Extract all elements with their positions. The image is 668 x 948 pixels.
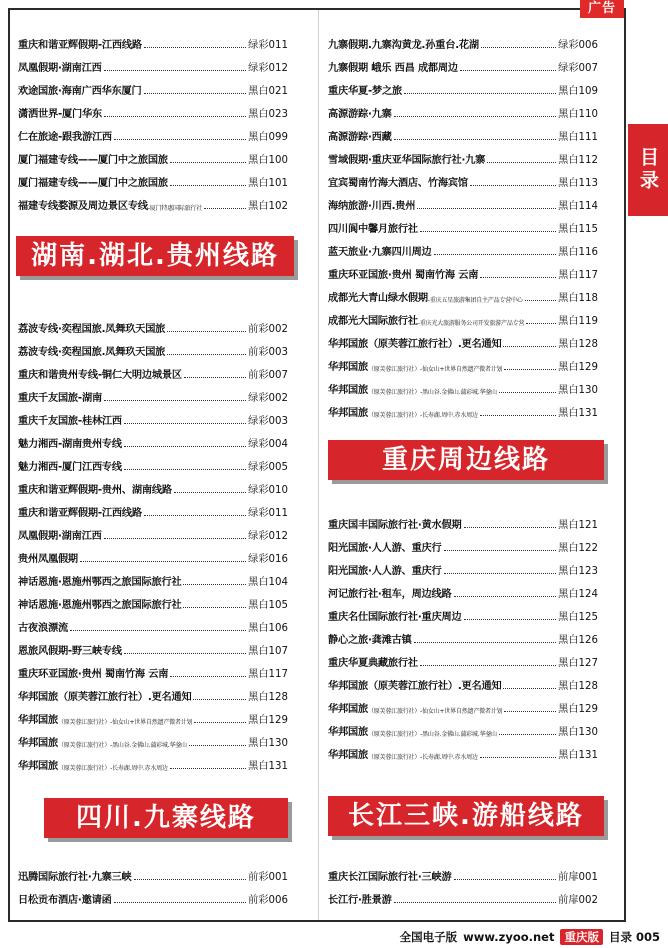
toc-entry-title: 华邦国旅	[328, 362, 368, 373]
toc-entry[interactable]	[18, 565, 288, 588]
page-code: 黑白115	[558, 224, 598, 235]
toc-entry-title: 九寨假期 峨乐 西昌 成都周边	[328, 63, 458, 74]
page-code: 黑白114	[558, 201, 598, 212]
toc-entry[interactable]	[18, 473, 288, 496]
dot-leader	[189, 745, 246, 746]
ad-badge: 广告	[580, 0, 624, 18]
page-code: 黑白124	[558, 589, 598, 600]
page-code: 绿彩011	[248, 508, 288, 519]
toc-entry[interactable]	[18, 51, 288, 74]
toc-entry-title: 迅腾国际旅行社·九寨三峡	[18, 872, 132, 883]
dot-leader	[144, 515, 246, 516]
dot-leader	[480, 277, 556, 278]
dot-leader	[114, 139, 246, 140]
toc-entry-title: 魅力湘西-厦门江西专线	[18, 462, 122, 473]
dot-leader	[114, 902, 247, 903]
toc-entry-title: 重庆和谐亚辉假期-江西线路	[18, 508, 142, 519]
dot-leader	[503, 688, 556, 689]
dot-leader	[480, 415, 556, 416]
dot-leader	[464, 527, 557, 528]
toc-entry[interactable]	[18, 450, 288, 473]
toc-entry[interactable]	[18, 335, 288, 358]
toc-entry[interactable]	[18, 542, 288, 565]
left-bottom-list	[18, 860, 288, 906]
page-code: 黑白128	[248, 692, 288, 703]
dot-leader	[404, 93, 556, 94]
dot-leader	[183, 607, 246, 608]
toc-entry-title: 华邦国旅	[18, 715, 58, 726]
page-code: 前扉002	[558, 895, 598, 906]
dot-leader	[170, 676, 246, 677]
toc-entry-title: 华邦国旅	[18, 761, 58, 772]
dot-leader	[464, 619, 557, 620]
page-code: 黑白105	[248, 600, 288, 611]
toc-entry-subtitle: （原芙蓉江旅行社）-黑山谷.金佛山.蒲彩城.华蓥山	[57, 742, 187, 749]
dot-leader	[487, 162, 556, 163]
banner-changjiang: 长江三峡.游船线路	[328, 796, 604, 836]
toc-entry[interactable]	[328, 396, 598, 419]
toc-entry[interactable]	[328, 327, 598, 350]
column-divider	[318, 10, 319, 920]
toc-entry[interactable]	[328, 577, 598, 600]
toc-entry[interactable]	[328, 554, 598, 577]
toc-entry-title: 九寨假期.九寨沟黄龙.孙重台.花湖	[328, 40, 479, 51]
toc-entry-title: 欢途国旅·海南广西华东厦门	[18, 86, 142, 97]
toc-entry[interactable]	[18, 519, 288, 542]
dot-leader	[504, 711, 556, 712]
dot-leader	[420, 665, 556, 666]
toc-entry[interactable]	[328, 143, 598, 166]
dot-leader	[124, 653, 246, 654]
toc-entry[interactable]	[18, 703, 288, 726]
toc-entry[interactable]	[328, 738, 598, 761]
dot-leader	[504, 369, 556, 370]
toc-entry[interactable]	[328, 715, 598, 738]
page-code: 黑白119	[558, 316, 598, 327]
page-code: 黑白101	[248, 178, 288, 189]
toc-entry[interactable]	[18, 588, 288, 611]
page-code: 黑白122	[558, 543, 598, 554]
toc-entry-subtitle: -厦门特惠国际旅行社	[147, 205, 203, 212]
dot-leader	[417, 208, 556, 209]
page-code: 黑白129	[558, 704, 598, 715]
toc-entry[interactable]	[328, 883, 598, 906]
dot-leader	[144, 47, 246, 48]
toc-entry[interactable]	[328, 74, 598, 97]
page-code: 黑白023	[248, 109, 288, 120]
toc-entry[interactable]	[328, 51, 598, 74]
toc-entry[interactable]	[328, 646, 598, 669]
toc-entry-title: 重庆长江国际旅行社·三峡游	[328, 872, 452, 883]
toc-entry-title: 荔波专线·奕程国旅.凤舞玖天国旅	[18, 347, 166, 358]
toc-entry-title: 华邦国旅（原芙蓉江旅行社）.更名通知	[18, 692, 192, 703]
toc-entry-title: 神话恩施·恩施州鄂西之旅国际旅行社	[18, 600, 182, 611]
toc-entry[interactable]	[328, 189, 598, 212]
footer-edition: 全国电子版	[399, 930, 458, 944]
dot-leader	[420, 231, 556, 232]
toc-entry[interactable]	[18, 312, 288, 335]
toc-entry-title: 重庆和谐贵州专线-铜仁大明边城景区	[18, 370, 182, 381]
dot-leader	[124, 469, 246, 470]
page-code: 绿彩016	[248, 554, 288, 565]
toc-entry-subtitle: （原芙蓉江旅行社）-仙女山+世界自然遗产微者计划	[367, 708, 503, 715]
page-code: 黑白127	[558, 658, 598, 669]
toc-entry-title: 重庆名仕国际旅行社·重庆周边	[328, 612, 462, 623]
dot-leader	[460, 70, 556, 71]
page-code: 黑白129	[558, 362, 598, 373]
toc-entry-title: 河记旅行社·租车，周边线路	[328, 589, 452, 600]
dot-leader	[503, 346, 556, 347]
toc-entry-title: 重庆和谐亚辉假期-江西线路	[18, 40, 142, 51]
toc-entry-title: 华邦国旅	[328, 750, 368, 761]
dot-leader	[454, 879, 557, 880]
page-code: 黑白117	[248, 669, 288, 680]
toc-entry[interactable]	[18, 358, 288, 381]
footer-region: 重庆版	[560, 929, 603, 945]
page-code: 黑白113	[558, 178, 598, 189]
toc-entry-title: 重庆华夏-梦之旅	[328, 86, 402, 97]
footer-url[interactable]: www.zyoo.net	[463, 930, 555, 944]
page-code: 黑白130	[558, 727, 598, 738]
dot-leader	[414, 642, 557, 643]
toc-entry-title: 蓝天旅业·九寨四川周边	[328, 247, 432, 258]
toc-entry[interactable]	[328, 508, 598, 531]
toc-entry-subtitle: （原芙蓉江旅行社）-长寿湖.周中.赤水周边	[57, 765, 168, 772]
page-code: 黑白128	[558, 681, 598, 692]
page-code: 黑白109	[558, 86, 598, 97]
right-mid-list	[328, 508, 598, 761]
dot-leader	[104, 538, 247, 539]
dot-leader	[481, 47, 556, 48]
dot-leader	[193, 699, 246, 700]
toc-entry[interactable]	[328, 350, 598, 373]
toc-entry-title: 华邦国旅	[328, 408, 368, 419]
left-mid-list	[18, 312, 288, 772]
page-code: 绿彩011	[248, 40, 288, 51]
toc-entry-subtitle: （原芙蓉江旅行社）-仙女山+世界自然遗产微者计划	[57, 719, 193, 726]
page-code: 黑白106	[248, 623, 288, 634]
page-code: 绿彩010	[248, 485, 288, 496]
dot-leader	[124, 446, 246, 447]
toc-entry-title: 福建专线婺源及周边景区专线	[18, 201, 148, 212]
toc-entry[interactable]	[18, 404, 288, 427]
toc-entry-title: 恩旅风假期-野三峡专线	[18, 646, 122, 657]
dot-leader	[480, 757, 556, 758]
page-code: 绿彩012	[248, 531, 288, 542]
toc-entry[interactable]	[328, 669, 598, 692]
page-code: 黑白131	[558, 408, 598, 419]
toc-entry-title: 成都光大青山绿水假期	[328, 293, 428, 304]
toc-entry-title: 华邦国旅	[328, 385, 368, 396]
toc-entry[interactable]	[18, 381, 288, 404]
toc-entry-title: 凤凰假期·湖南江西	[18, 63, 102, 74]
toc-entry-title: 重庆国丰国际旅行社·黄水假期	[328, 520, 462, 531]
toc-entry-title: 华邦国旅	[18, 738, 58, 749]
toc-entry[interactable]	[328, 373, 598, 396]
toc-entry[interactable]	[328, 692, 598, 715]
toc-entry-title: 阳光国旅·人人游、重庆行	[328, 566, 442, 577]
dot-leader	[184, 377, 246, 378]
toc-entry-subtitle: （原芙蓉江旅行社）-仙女山+世界自然遗产微者计划	[367, 366, 503, 373]
toc-entry[interactable]	[18, 74, 288, 97]
page-code: 黑白126	[558, 635, 598, 646]
toc-entry[interactable]	[18, 120, 288, 143]
page-code: 绿彩003	[248, 416, 288, 427]
dot-leader	[134, 879, 247, 880]
dot-leader	[104, 400, 246, 401]
dot-leader	[394, 116, 557, 117]
toc-entry[interactable]	[18, 749, 288, 772]
page-code: 绿彩012	[248, 63, 288, 74]
dot-leader	[470, 185, 556, 186]
page-code: 黑白112	[558, 155, 598, 166]
toc-entry-title: 长江行·胜景游	[328, 895, 392, 906]
toc-entry-title: 华邦国旅（原芙蓉江旅行社）.更名通知	[328, 681, 502, 692]
banner-hunan: 湖南.湖北.贵州线路	[16, 236, 294, 276]
page-code: 黑白130	[248, 738, 288, 749]
page-code: 前彩001	[248, 872, 288, 883]
page-code: 绿彩007	[558, 63, 598, 74]
toc-entry[interactable]	[18, 611, 288, 634]
toc-entry[interactable]	[18, 28, 288, 51]
page-code: 绿彩005	[248, 462, 288, 473]
page-code: 前彩007	[248, 370, 288, 381]
dot-leader	[204, 208, 246, 209]
toc-entry-title: 厦门福建专线——厦门中之旅国旅	[18, 155, 168, 166]
page-code: 前扉001	[558, 872, 598, 883]
toc-entry-title: 高源游踪·九寨	[328, 109, 392, 120]
toc-entry[interactable]	[18, 657, 288, 680]
dot-leader	[167, 331, 246, 332]
page-code: 黑白128	[558, 339, 598, 350]
page-code: 黑白107	[248, 646, 288, 657]
page-code: 黑白121	[558, 520, 598, 531]
toc-entry[interactable]	[328, 166, 598, 189]
toc-entry-subtitle: （原芙蓉江旅行社）-长寿湖.周中.赤水周边	[367, 412, 478, 419]
toc-entry-title: 四川阆中馨月旅行社	[328, 224, 418, 235]
toc-entry-title: 雪域假期·重庆亚华国际旅行社·九寨	[328, 155, 486, 166]
toc-entry[interactable]	[328, 623, 598, 646]
page-code: 绿彩006	[558, 40, 598, 51]
page-code: 前彩006	[248, 895, 288, 906]
dot-leader	[70, 630, 246, 631]
toc-entry-title: 高源游踪·西藏	[328, 132, 392, 143]
toc-entry-subtitle: （原芙蓉江旅行社）-黑山谷.金佛山.蒲彩城.华蓥山	[367, 389, 497, 396]
page-code: 黑白130	[558, 385, 598, 396]
dot-leader	[444, 573, 557, 574]
dot-leader	[104, 116, 246, 117]
page-code: 黑白110	[558, 109, 598, 120]
toc-entry-title: 海纳旅游·川西.贵州	[328, 201, 416, 212]
page-code: 绿彩002	[248, 393, 288, 404]
dot-leader	[174, 492, 246, 493]
dot-leader	[394, 139, 557, 140]
toc-entry[interactable]	[328, 304, 598, 327]
page-code: 黑白123	[558, 566, 598, 577]
toc-entry-title: 古夜浪漂流	[18, 623, 68, 634]
page-code: 前彩003	[248, 347, 288, 358]
dot-leader	[394, 902, 557, 903]
toc-entry[interactable]	[328, 258, 598, 281]
toc-entry[interactable]	[18, 143, 288, 166]
toc-entry-title: 成都光大国际旅行社	[328, 316, 418, 327]
page-code: 黑白099	[248, 132, 288, 143]
toc-entry[interactable]	[328, 600, 598, 623]
toc-entry[interactable]	[18, 883, 288, 906]
dot-leader	[499, 392, 556, 393]
page-code: 黑白111	[558, 132, 598, 143]
footer-page: 目录 005	[608, 930, 660, 944]
page-code: 黑白131	[248, 761, 288, 772]
dot-leader	[526, 323, 556, 324]
toc-entry[interactable]	[18, 634, 288, 657]
dot-leader	[444, 550, 557, 551]
page-code: 黑白021	[248, 86, 288, 97]
toc-entry[interactable]	[18, 680, 288, 703]
right-top-list	[328, 28, 598, 419]
toc-entry[interactable]	[18, 496, 288, 519]
dot-leader	[170, 162, 246, 163]
dot-leader	[499, 734, 556, 735]
toc-entry-title: 日松贡布酒店·邀请函	[18, 895, 112, 906]
toc-entry[interactable]	[328, 860, 598, 883]
toc-entry[interactable]	[328, 531, 598, 554]
toc-entry-title: 仁在旅途-跟我游江西	[18, 132, 112, 143]
toc-entry-title: 重庆环亚国旅·贵州 蜀南竹海 云南	[18, 669, 169, 680]
toc-entry-title: 魅力湘西-湖南贵州专线	[18, 439, 122, 450]
page-code: 黑白129	[248, 715, 288, 726]
page-code: 黑白116	[558, 247, 598, 258]
toc-entry-title: 贵州凤凰假期	[18, 554, 78, 565]
page-code: 黑白100	[248, 155, 288, 166]
toc-entry-title: 重庆千友国旅-桂林江西	[18, 416, 122, 427]
toc-entry[interactable]	[18, 166, 288, 189]
toc-entry-subtitle: -重庆光大旅游服务公司开发旅游产品专营	[417, 320, 525, 327]
dot-leader	[194, 722, 246, 723]
toc-entry-title: 华邦国旅（原芙蓉江旅行社）.更名通知	[328, 339, 502, 350]
dot-leader	[454, 596, 557, 597]
page-code: 黑白104	[248, 577, 288, 588]
toc-entry-title: 重庆千友国旅-湖南	[18, 393, 102, 404]
toc-entry[interactable]	[328, 235, 598, 258]
toc-entry-subtitle: -重庆五星旅游集团自主产品专营中心	[427, 297, 523, 304]
toc-entry-title: 重庆华夏典藏旅行社	[328, 658, 418, 669]
toc-tab[interactable]: 目录	[628, 124, 668, 216]
toc-entry[interactable]	[18, 427, 288, 450]
page-code: 黑白102	[248, 201, 288, 212]
toc-entry-title: 静心之旅·龚滩古镇	[328, 635, 412, 646]
toc-entry[interactable]	[328, 120, 598, 143]
toc-entry-subtitle: （原芙蓉江旅行社）-长寿湖.周中.赤水周边	[367, 754, 478, 761]
banner-sichuan: 四川.九寨线路	[44, 798, 288, 838]
toc-entry-title: 重庆和谐亚辉假期-贵州、湖南线路	[18, 485, 172, 496]
toc-entry-title: 厦门福建专线——厦门中之旅国旅	[18, 178, 168, 189]
toc-entry[interactable]	[328, 97, 598, 120]
toc-entry-title: 荔波专线·奕程国旅.凤舞玖天国旅	[18, 324, 166, 335]
dot-leader	[124, 423, 246, 424]
dot-leader	[144, 93, 247, 94]
toc-entry[interactable]	[18, 189, 288, 212]
page-code: 黑白125	[558, 612, 598, 623]
page-code: 黑白131	[558, 750, 598, 761]
toc-entry-title: 重庆环亚国旅·贵州 蜀南竹海 云南	[328, 270, 479, 281]
toc-entry[interactable]	[328, 212, 598, 235]
footer	[300, 928, 660, 946]
toc-entry[interactable]	[18, 726, 288, 749]
toc-entry-subtitle: （原芙蓉江旅行社）-黑山谷.金佛山.蒲彩城.华蓥山	[367, 731, 497, 738]
left-top-list	[18, 28, 288, 212]
toc-entry-title: 华邦国旅	[328, 727, 368, 738]
dot-leader	[525, 300, 557, 301]
toc-entry-title: 凤凰假期·湖南江西	[18, 531, 102, 542]
banner-chongqing: 重庆周边线路	[328, 440, 604, 480]
page-code: 绿彩004	[248, 439, 288, 450]
page-code: 前彩002	[248, 324, 288, 335]
dot-leader	[183, 584, 246, 585]
dot-leader	[434, 254, 557, 255]
page-code: 黑白117	[558, 270, 598, 281]
toc-entry-title: 华邦国旅	[328, 704, 368, 715]
dot-leader	[170, 768, 246, 769]
toc-entry-title: 阳光国旅·人人游、重庆行	[328, 543, 442, 554]
dot-leader	[167, 354, 246, 355]
dot-leader	[104, 70, 247, 71]
toc-entry[interactable]	[328, 281, 598, 304]
toc-entry-title: 宜宾蜀南竹海大酒店、竹海宾馆	[328, 178, 468, 189]
toc-entry-title: 神话恩施·恩施州鄂西之旅国际旅行社	[18, 577, 182, 588]
dot-leader	[170, 185, 246, 186]
dot-leader	[80, 561, 246, 562]
toc-entry[interactable]	[328, 28, 598, 51]
page-code: 黑白118	[558, 293, 598, 304]
toc-entry[interactable]	[18, 860, 288, 883]
toc-entry[interactable]	[18, 97, 288, 120]
right-bottom-list	[328, 860, 598, 906]
toc-entry-title: 潇洒世界-厦门华东	[18, 109, 102, 120]
